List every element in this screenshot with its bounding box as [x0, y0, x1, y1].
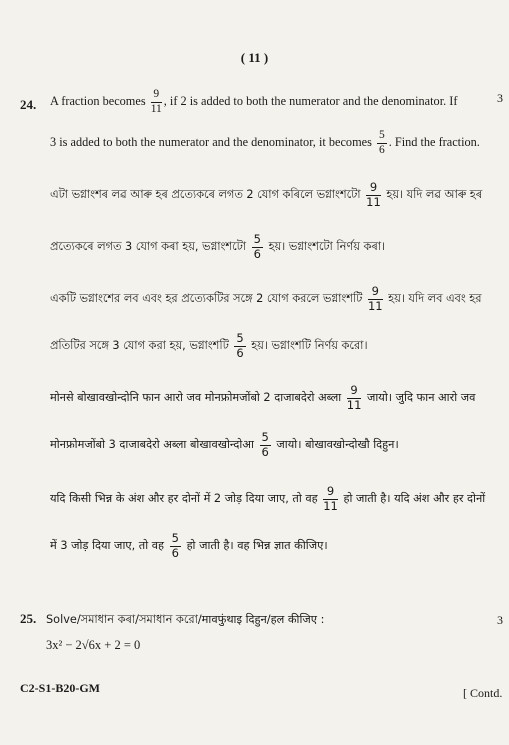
- fraction-5-6: $\frac{5}{6}$: [378, 129, 385, 156]
- continued-marker: [ Contd.: [463, 686, 503, 700]
- fraction-9-11: $\frac{9}{11}$: [323, 484, 338, 513]
- question-25-marks: 3: [497, 613, 503, 627]
- fraction-5-6: $\frac{5}{6}$: [171, 531, 179, 560]
- q24-bengali-line-2: প্রতিটির সঙ্গে 3 যোগ করা হয়, ভগ্নাংশটি $\frac{5}{6}$ হয়। ভগ্নাংশটি নির্ণয় করো।: [50, 331, 368, 360]
- paper-code: C2-S1-B20-GM: [20, 681, 100, 695]
- q25-instruction: Solve/সমাধান কৰা/সমাধান করো/मावफुंथाइ दिहुन/हल कीजिए :: [46, 613, 325, 626]
- question-24-number: 24.: [20, 97, 37, 112]
- fraction-9-11: $\frac{9}{11}$: [150, 88, 162, 115]
- fraction-9-11: $\frac{9}{11}$: [367, 284, 383, 313]
- q24-bengali-line-1: একটি ভগ্নাংশের লব এবং হর প্রত্যেকটির সঙ্গে 2 যোগ করলে ভগ্নাংশটি $\frac{9}{11}$ হয়। যদি লব এবং হর: [50, 284, 482, 313]
- q24-assamese-line-2: প্ৰত্যেকৰে লগত 3 যোগ কৰা হয়, ভগ্নাংশটো $\frac{5}{6}$ হয়। ভগ্নাংশটো নিৰ্ণয় কৰা।: [50, 232, 386, 261]
- q24-assamese-line-1: এটা ভগ্নাংশৰ লৱ আৰু হৰ প্ৰত্যেকৰে লগত 2 যোগ কৰিলে ভগ্নাংশটো $\frac{9}{11}$ হয়। যদি লৱ আৰু হৰ: [50, 180, 483, 209]
- q24-bodo-line-2: मोनफ्रोमजोंबो 3 दाजाबदेरो अब्ला बोखावखोन्दोआ $\frac{5}{6}$ जायो। बोखावखोन्दोखौ दिहुन।: [50, 430, 399, 459]
- fraction-5-6: $\frac{5}{6}$: [253, 232, 261, 261]
- q24-bodo-line-1: मोनसे बोखावखोन्दोनि फान आरो जव मोनफ्रोमजोंबो 2 दाजाबदेरो अब्ला $\frac{9}{11}$ जायो। जुदि फान आरो जव: [50, 383, 476, 412]
- fraction-5-6: $\frac{5}{6}$: [261, 430, 269, 459]
- q24-english-line-2: 3 is added to both the numerator and the denominator, it becomes $\frac{5}{6}$ . Find the fraction.: [50, 129, 480, 156]
- question-24-marks: 3: [497, 91, 503, 105]
- fraction-9-11: $\frac{9}{11}$: [366, 180, 381, 209]
- fraction-9-11: $\frac{9}{11}$: [346, 383, 362, 412]
- fraction-5-6: $\frac{5}{6}$: [236, 331, 244, 360]
- q24-hindi-line-1: यदि किसी भिन्न के अंश और हर दोनों में 2 जोड़ दिया जाए, तो वह $\frac{9}{11}$ हो जाती है। यदि अंश और हर दोनों: [50, 484, 486, 513]
- q24-english-line-1: A fraction becomes $\frac{9}{11}$ , if 2 is added to both the numerator and the denominator. If: [50, 88, 458, 115]
- q24-hindi-line-2: में 3 जोड़ दिया जाए, तो वह $\frac{5}{6}$ हो जाती है। वह भिन्न ज्ञात कीजिए।: [50, 531, 328, 560]
- question-25-number: 25.: [20, 611, 37, 626]
- q25-equation: 3x² − 2√6x + 2 = 0: [46, 638, 141, 652]
- page-number: ( 11 ): [240, 50, 269, 65]
